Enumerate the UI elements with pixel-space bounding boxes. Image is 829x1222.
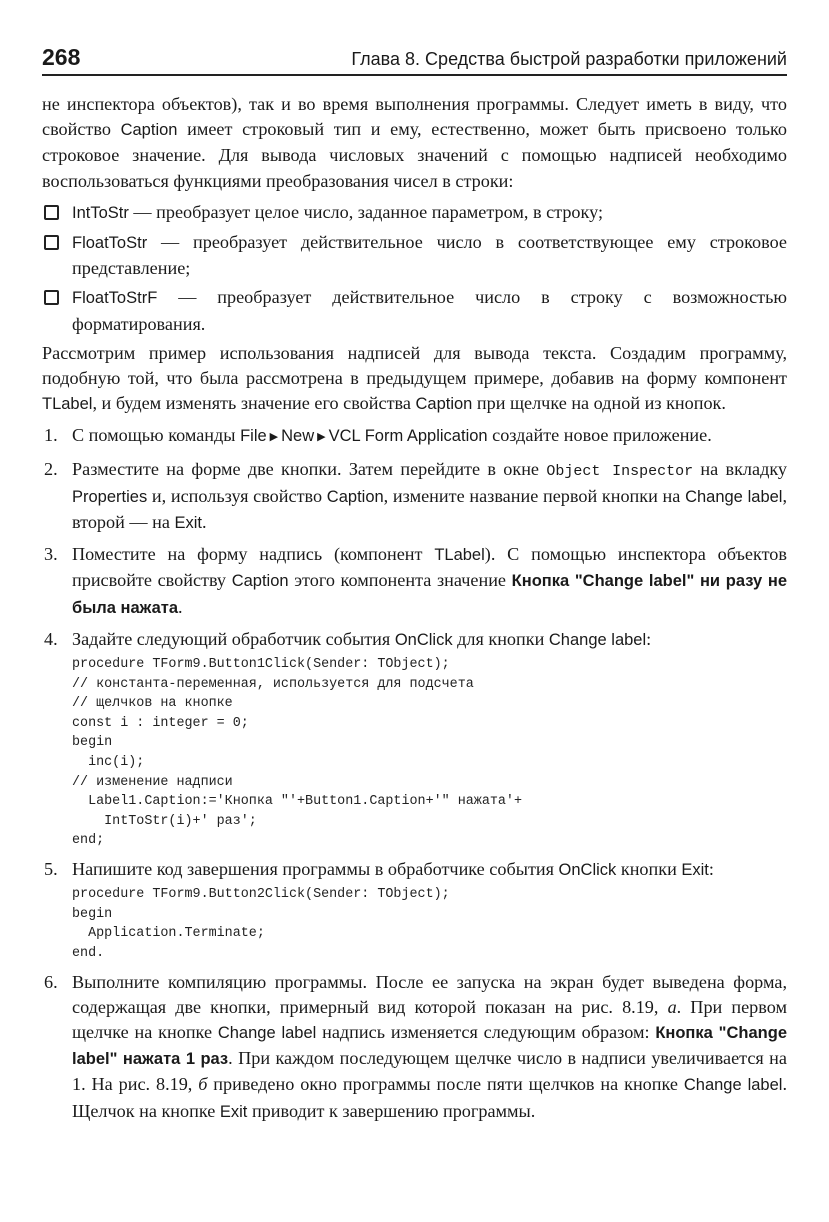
step-5: 5. Напишите код завершения программы в обработчике события OnClick кнопки Exit: procedure TForm9.Button2Click(Sender: TObject); begin Application.Terminate; end. [42,857,787,964]
menu-vcl-form-application: VCL Form Application [328,427,488,446]
chapter-title: Глава 8. Средства быстрой разработки приложений [351,49,787,69]
term-exit: Exit [219,1102,248,1121]
function-name: FloatToStr [72,234,148,253]
term-onclick: OnClick [394,630,453,649]
list-item: IntToStr — преобразует целое число, заданное параметром, в строку; [42,200,787,226]
step-1: 1. С помощью команды File ▶ New ▶ VCL Form Application создайте новое приложение. [44,425,712,446]
term-caption: Caption [326,487,384,506]
term-caption: Caption [415,395,473,414]
term-tlabel: TLabel [42,395,93,414]
example-paragraph: Рассмотрим пример использования надписей для вывода текста. Создадим программу, подобную той, что была рассмотрена в предыдущем примере, добавив на форму компонент TLabel, и будем изменять значение его свойства Caption при щелчке на одной из кнопок. [42,342,787,414]
steps-list [42,423,787,1124]
menu-file: File [240,427,267,446]
checkbox-bullet-icon [44,290,59,305]
code-block-button2-click: procedure TForm9.Button2Click(Sender: TObject); begin Application.Terminate; end. [72,887,450,961]
figure-ref-a: а [667,996,677,1017]
checkbox-bullet-icon [44,205,59,220]
step-2: 2. Разместите на форме две кнопки. Затем перейдите в окне Object Inspector на вкладку Properties и, используя свойство Caption, измените название первой кнопки на Change label, второй — на Exit. [44,458,788,533]
page-number: 268 [42,44,81,70]
checkbox-bullet-icon [44,235,59,250]
menu-arrow-icon: ▶ [317,431,326,444]
step-3: 3. Поместите на форму надпись (компонент TLabel). С помощью инспектора объектов присвойте свойству Caption этого компонента значение Кнопка "Change label" ни разу не была нажата. [44,544,788,617]
caption-value: Кнопка "Change label" ни разу не была нажата [72,572,788,617]
term-change-label: Change label [685,487,783,506]
intro-paragraph: не инспектора объектов), так и во время выполнения программы. Следует иметь в виду, что свойство Caption имеет строковый тип и ему, естественно, может быть присвоено только строковое значение. Для вывода числовых значений с помощью надписей необходимо воспользоваться функциями преобразования чисел в строки: [42,94,787,191]
term-tlabel: TLabel [434,546,485,565]
term-change-label: Change label [548,630,647,649]
term-change-label: Change label [217,1023,317,1042]
list-item: FloatToStrF — преобразует действительное число в строку с возможностью форматирования. [42,285,787,336]
term-object-inspector: Object Inspector [546,462,694,480]
term-exit: Exit [174,514,203,533]
step-6: 6. Выполните компиляцию программы. После ее запуска на экран будет выведена форма, содержащая две кнопки, примерный вид которой показан на рис. 8.19, а. При первом щелчке на кнопке Change label надпись изменяется следующим образом: Кнопка "Change label" нажата 1 раз. При каждом последующем щелчке число в надписи увеличивается на 1. На рис. 8.19, б приведено окно программы после пяти щелчков на кнопке Change label. Щелчок на кнопке Exit приводит к завершению программы. [44,971,787,1121]
term-exit: Exit [681,861,709,879]
caption-result: Кнопка "Change label" нажата 1 раз [72,1023,787,1069]
step-4: 4. Задайте следующий обработчик события OnClick для кнопки Change label: procedure TForm9.Button1Click(Sender: TObject); // константа-переменная, используется для подсчета // щелчков на кнопке const i : integer = 0; begin inc(i); // изменение надписи Label1.Caption:='Кнопка "'+Button1.Caption+'" нажата'+ IntToStr(i)+' раз'; end; [42,627,787,851]
list-item: FloatToStr — преобразует действительное число в соответствующее ему строковое представление; [42,230,787,281]
term-change-label: Change label [683,1076,783,1095]
function-name: FloatToStrF [72,289,158,308]
menu-new: New [281,427,315,446]
page-header [42,44,787,76]
term-caption: Caption [231,572,289,591]
term-onclick: OnClick [558,861,617,879]
function-name: IntToStr [72,203,129,222]
page-body [42,92,787,1125]
term-caption: Caption [120,121,178,140]
menu-arrow-icon: ▶ [269,431,279,444]
figure-ref-b: б [198,1074,208,1095]
code-block-button1-click: procedure TForm9.Button1Click(Sender: TObject); // константа-переменная, используется для подсчета // щелчков на кнопке const i : integer = 0; begin inc(i); // изменение надписи Label1.Caption:='Кнопка "'+Button1.Caption+'" нажата'+ IntToStr(i)+' раз'; end; [72,657,522,849]
term-properties: Properties [72,487,148,506]
function-list [42,200,787,337]
